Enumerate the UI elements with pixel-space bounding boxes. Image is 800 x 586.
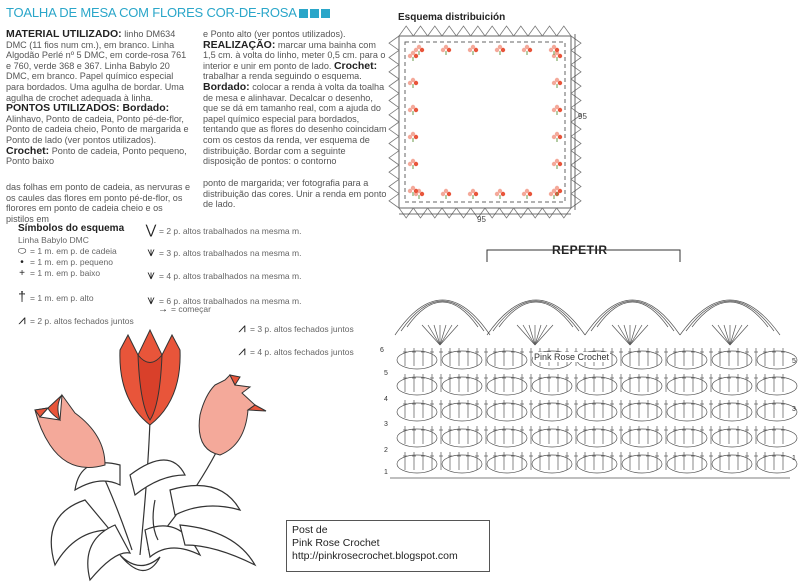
row-number: 4 (384, 396, 388, 403)
distribution-scheme (385, 22, 585, 222)
dc3tog-icon: ⩘ (238, 320, 246, 335)
title-square-icon (310, 9, 319, 18)
symbol-4dc-same: ⩛ = 4 p. altos trabalhados na mesma m. (143, 267, 301, 283)
distribution-title: Esquema distribuición (398, 12, 506, 23)
materials-heading: MATERIAL UTILIZADO: (6, 28, 122, 40)
flower-icon (522, 45, 532, 55)
page-title: TOALHA DE MESA COM FLORES COR-DE-ROSA (6, 5, 330, 20)
symbol-slip: • = 1 m. em p. pequeno (14, 257, 113, 268)
chain-stitch-icon: ⬭ (17, 246, 27, 257)
flower-icon (408, 105, 418, 115)
symbol-double: † = 1 m. em p. alto (14, 288, 94, 304)
crochet-stitches-text: Ponto de cadeia, Ponto pequeno, Ponto baixo (6, 145, 187, 167)
flower-icon (408, 78, 418, 88)
flower-icon (552, 78, 562, 88)
symbol-2dc-same: ⋁ = 2 p. altos trabalhados na mesma m. (143, 222, 301, 238)
flower-icon (552, 186, 562, 196)
row-number: 5 (792, 358, 796, 365)
flower-icon (552, 159, 562, 169)
flower-icon (441, 45, 451, 55)
2dc-same-stitch-icon: ⋁ (145, 222, 157, 237)
flower-icon (408, 159, 418, 169)
materials-block (6, 29, 191, 167)
row-number: 2 (384, 447, 388, 454)
post-blog-url[interactable]: http://pinkrosecrochet.blogspot.com (292, 550, 458, 562)
flower-icon (468, 45, 478, 55)
tulip-illustration (20, 325, 295, 585)
row-number: 1 (384, 469, 388, 476)
realizacao-crochet-text: trabalhar a renda seguindo o esquema. (203, 71, 362, 82)
dc4tog-icon: ⩘ (238, 343, 246, 358)
row-number: 3 (384, 421, 388, 428)
flower-icon (552, 105, 562, 115)
symbol-single: + = 1 m. em p. baixo (14, 268, 100, 279)
symbol-6dc-same: ⩛ = 6 p. altos trabalhados na mesma m. (143, 292, 301, 308)
realizacao-block (203, 29, 388, 167)
repeat-label: REPETIR (552, 243, 608, 257)
realizacao-crochet-label: Crochet: (333, 59, 378, 72)
symbols-heading: Símbolos do esquema (18, 223, 125, 234)
realizacao-intro: e Ponto alto (ver pontos utilizados). (203, 29, 346, 39)
arrow-right-icon: → (158, 304, 168, 315)
realizacao-continuation: ponto de margarida; ver fotografia para a distribuição das cores. Unir a renda em ponto de lado. (203, 178, 387, 210)
symbol-4dc-together: ⩘ = 4 p. altos fechados juntos (234, 343, 354, 359)
row-number: 3 (792, 406, 796, 413)
symbol-2dc-together: ⩘ = 2 p. altos fechados juntos (14, 312, 134, 328)
row-number: 5 (384, 370, 388, 377)
flower-icon (408, 51, 418, 61)
symbol-chain: ⬭ = 1 m. em p. de cadeia (14, 246, 117, 257)
realizacao-heading: REALIZAÇÃO: (203, 38, 276, 51)
symbol-start: → = começar (155, 304, 211, 315)
flower-icon (495, 189, 505, 199)
stitches-heading: PONTOS UTILIZADOS: Bordado: (6, 102, 170, 115)
title-square-icon (321, 9, 330, 18)
row-number: 6 (380, 347, 384, 354)
symbol-3dc-together: ⩘ = 3 p. altos fechados juntos (234, 320, 354, 336)
single-crochet-icon: + (19, 268, 25, 279)
flower-icon (441, 189, 451, 199)
flower-icon (522, 189, 532, 199)
post-line: Post de (292, 524, 328, 536)
3dc-same-stitch-icon: ⩛ (147, 244, 155, 259)
materials-text: linho DM634 DMC (11 fios num cm.), em branco. Linha Algodão Perlé nº 5 DMC, em corde-rosa 761 e 760, verde 368 e 367. Linha Babylo 20 DMC, em branco. Papel químico especial para bordados. Uma agulha de bordar. Uma agulha de crochet adequada à linha. (6, 29, 187, 103)
6dc-same-stitch-icon: ⩛ (147, 292, 155, 307)
stitches-text: Alinhavo, Ponto de cadeia, Ponto pé-de-flor, Ponto de cadeia cheio, Ponto de margarida e Ponto de lado (ver pontos utilizados). (6, 113, 189, 145)
distribution-height-label: 95 (578, 112, 587, 121)
symbols-subheading: Linha Babylo DMC (18, 235, 89, 245)
4dc-same-stitch-icon: ⩛ (147, 267, 155, 282)
realizacao-text: marcar uma bainha com 1,5 cm. à volta do linho, meter 0,5 cm. para o interior e unir em ponto de lado. (203, 39, 386, 71)
symbol-3dc-same: ⩛ = 3 p. altos trabalhados na mesma m. (143, 244, 301, 260)
row-number: 1 (792, 455, 796, 462)
post-blog-name: Pink Rose Crochet (292, 537, 380, 549)
flower-icon (495, 45, 505, 55)
flower-icon (468, 189, 478, 199)
crochet-lace-chart (380, 240, 800, 490)
realizacao-bordado-label: Bordado: (203, 80, 250, 93)
realizacao-bordado-text: colocar a renda à volta da toalha de mesa e alinhavar. Decalcar o desenho, que se dá em tamanho real, com a ajuda do papel químico especial para bordados, tentando que as flores do desenho coincidam com os cestos da renda, ver esquema de distribuição. Bordar com a seguinte disposição de pontos: o contorno (203, 81, 387, 167)
materials-continuation: das folhas em ponto de cadeia, as nervuras e os caules das flores em ponto pé-de-flor, os florores em ponto de cadeia cheio e os pistilos em (6, 182, 191, 224)
crochet-label: Crochet: (6, 144, 50, 157)
flower-icon (414, 45, 424, 55)
chart-watermark: Pink Rose Crochet (534, 352, 610, 362)
dc2tog-icon: ⩘ (18, 312, 26, 327)
title-square-icon (299, 9, 308, 18)
distribution-width-label: 95 (477, 215, 486, 224)
flower-icon (408, 132, 418, 142)
post-credit-box (286, 520, 490, 572)
flower-icon (552, 132, 562, 142)
flower-icon (552, 51, 562, 61)
slip-stitch-icon: • (20, 257, 24, 268)
double-crochet-icon: † (18, 288, 26, 304)
